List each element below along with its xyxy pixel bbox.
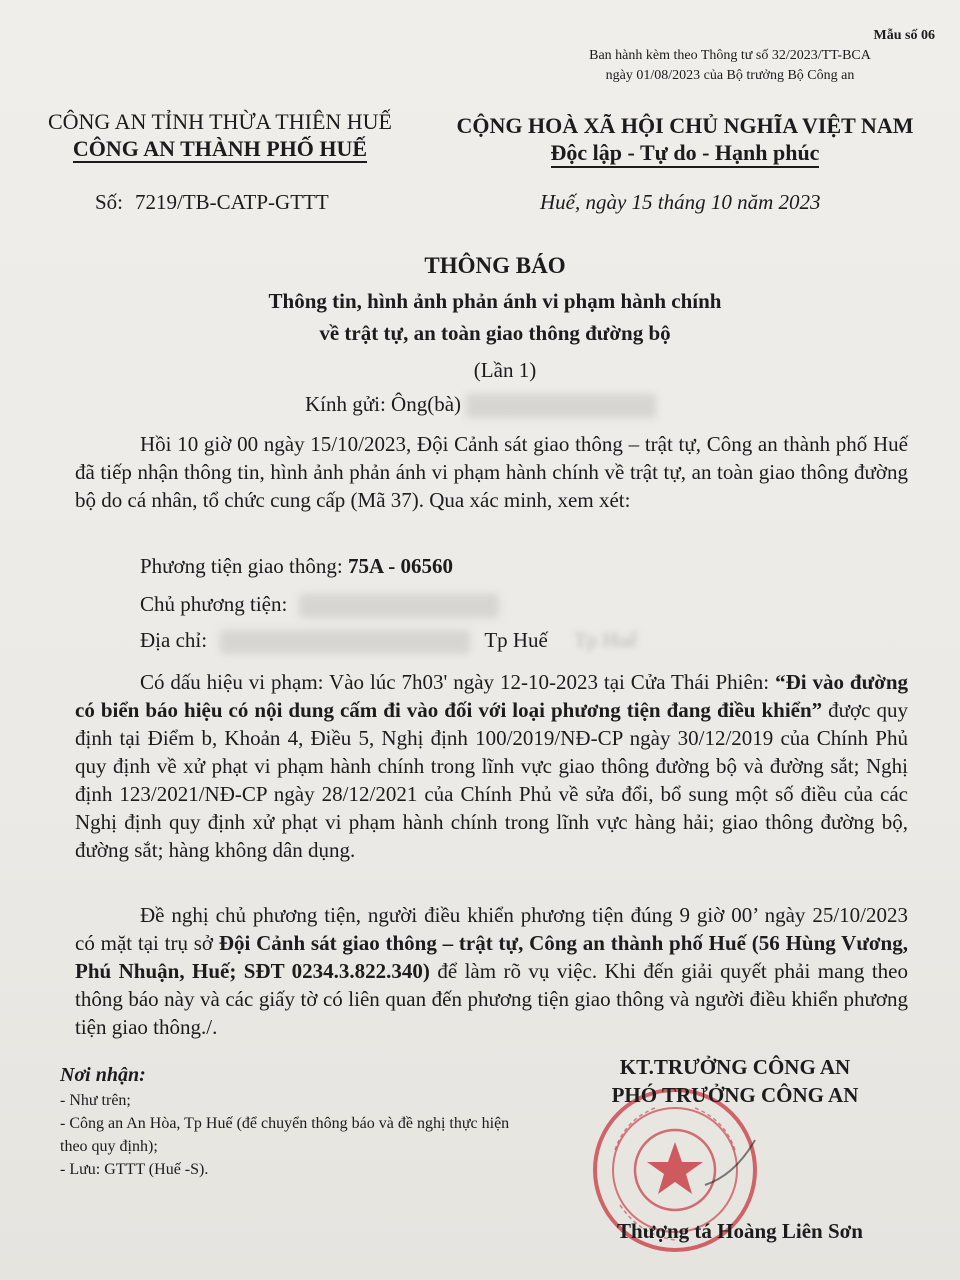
owner-label: Chủ phương tiện: bbox=[140, 592, 288, 616]
receiver-item: - Như trên; bbox=[60, 1092, 131, 1109]
national-motto bbox=[440, 139, 930, 166]
redacted-owner-name bbox=[299, 594, 499, 618]
signature-title-line2: PHÓ TRƯỞNG CÔNG AN bbox=[611, 1083, 859, 1107]
redacted-recipient-name bbox=[466, 394, 656, 418]
form-reference-line2: ngày 01/08/2023 của Bộ trưởng Bộ Công an bbox=[605, 68, 855, 83]
address-line bbox=[140, 628, 637, 654]
motto-text: Độc lập - Tự do - Hạnh phúc bbox=[551, 140, 820, 168]
receivers-block bbox=[60, 1064, 530, 1181]
vehicle-plate: 75A - 06560 bbox=[347, 554, 453, 578]
violation-intro: Có dấu hiệu vi phạm: Vào lúc 7h03' ngày 12-10-2023 tại Cửa Thái Phiên: bbox=[140, 670, 776, 694]
organization-name bbox=[30, 135, 410, 162]
receivers-heading: Nơi nhận: bbox=[60, 1064, 146, 1086]
paragraph-intro: Hồi 10 giờ 00 ngày 15/10/2023, Đội Cảnh sát giao thông – trật tự, Công an thành phố Huế đã tiếp nhận thông tin, hình ảnh phản ánh vi phạm hành chính về trật tự, an toàn giao thông đường bộ do cá nhân, tổ chức cung cấp (Mã 37). Qua xác minh, xem xét: bbox=[75, 432, 908, 512]
receiver-item: - Lưu: GTTT (Huế -S). bbox=[60, 1161, 209, 1178]
signer-name: Thượng tá Hoàng Liên Sơn bbox=[617, 1219, 863, 1243]
country-name: CỘNG HOÀ XÃ HỘI CHỦ NGHĨA VIỆT NAM bbox=[456, 113, 914, 138]
document-number-label: Số: bbox=[95, 190, 124, 214]
form-number: Mẫu số 06 bbox=[873, 28, 935, 43]
request-rest: để làm rõ vụ việc. Khi đến giải quyết phải mang theo thông báo này và các giấy tờ có liên quan đến phương tiện giao thông và người điều khiển phương tiện giao thông./. bbox=[75, 959, 909, 1039]
subtitle-line1: Thông tin, hình ảnh phản ánh vi phạm hành chính bbox=[268, 289, 722, 313]
recipient-line bbox=[305, 392, 656, 418]
paragraph-request bbox=[75, 901, 908, 1041]
form-reference-line1: Ban hành kèm theo Thông tư số 32/2023/TT-BCA bbox=[589, 48, 871, 63]
receiver-item: - Công an An Hòa, Tp Huế (để chuyển thông báo và đề nghị thực hiện theo quy định); bbox=[60, 1115, 510, 1155]
vehicle-line bbox=[140, 554, 453, 579]
address-city: Tp Huế bbox=[484, 628, 548, 652]
issuing-organization bbox=[30, 108, 410, 162]
document-number-value: 7219/TB-CATP-GTTT bbox=[135, 190, 329, 214]
address-label: Địa chỉ: bbox=[140, 628, 208, 652]
address-ghost-text: Tp Huế bbox=[573, 628, 638, 652]
document-title: THÔNG BÁO bbox=[424, 253, 566, 278]
document-number bbox=[95, 190, 329, 215]
violation-quote: “Đi vào đường có biển báo hiệu có nội dung cấm đi vào đối với loại phương tiện đang điều khiển” bbox=[75, 670, 908, 722]
form-reference bbox=[560, 46, 900, 86]
signature-title-line1: KT.TRƯỞNG CÔNG AN bbox=[619, 1055, 851, 1079]
paragraph-violation bbox=[75, 668, 908, 864]
owner-line bbox=[140, 592, 499, 618]
request-intro: Đề nghị chủ phương tiện, người điều khiển phương tiện đúng 9 giờ 00’ ngày 25/10/2023 có mặt tại trụ sở bbox=[75, 903, 908, 955]
organization-parent: CÔNG AN TỈNH THỪA THIÊN HUẾ bbox=[47, 109, 392, 134]
recipient-label: Kính gửi: Ông(bà) bbox=[305, 392, 462, 416]
organization-name-text: CÔNG AN THÀNH PHỐ HUẾ bbox=[72, 136, 368, 161]
subtitle-line2: về trật tự, an toàn giao thông đường bộ bbox=[319, 321, 671, 345]
request-office: Đội Cảnh sát giao thông – trật tự, Công an thành phố Huế (56 Hùng Vương, Phú Nhuận, Huế; SĐT 0234.3.822.340) bbox=[75, 931, 908, 983]
signature-block bbox=[570, 1053, 900, 1109]
violation-legal-basis: được quy định tại Điểm b, Khoản 4, Điều 5, Nghị định 100/2019/NĐ-CP ngày 30/12/2019 của Chính Phủ quy định về xử phạt vi phạm hành chính trong lĩnh vực giao thông đường bộ và đường sắt; Nghị định 123/2021/NĐ-CP ngày 28/12/2021 của Chính Phủ về sửa đổi, bổ sung một số điều của các Nghị định quy định xử phạt vi phạm hành chính trong lĩnh vực hàng hải; giao thông đường bộ, đường sắt; hàng không dân dụng. bbox=[75, 698, 908, 862]
national-header bbox=[440, 112, 930, 166]
redacted-address bbox=[220, 630, 470, 654]
document-subtitle bbox=[0, 285, 960, 349]
notice-count: (Lần 1) bbox=[473, 358, 537, 382]
vehicle-label: Phương tiện giao thông: bbox=[140, 554, 348, 578]
document-date: Huế, ngày 15 tháng 10 năm 2023 bbox=[540, 190, 821, 214]
